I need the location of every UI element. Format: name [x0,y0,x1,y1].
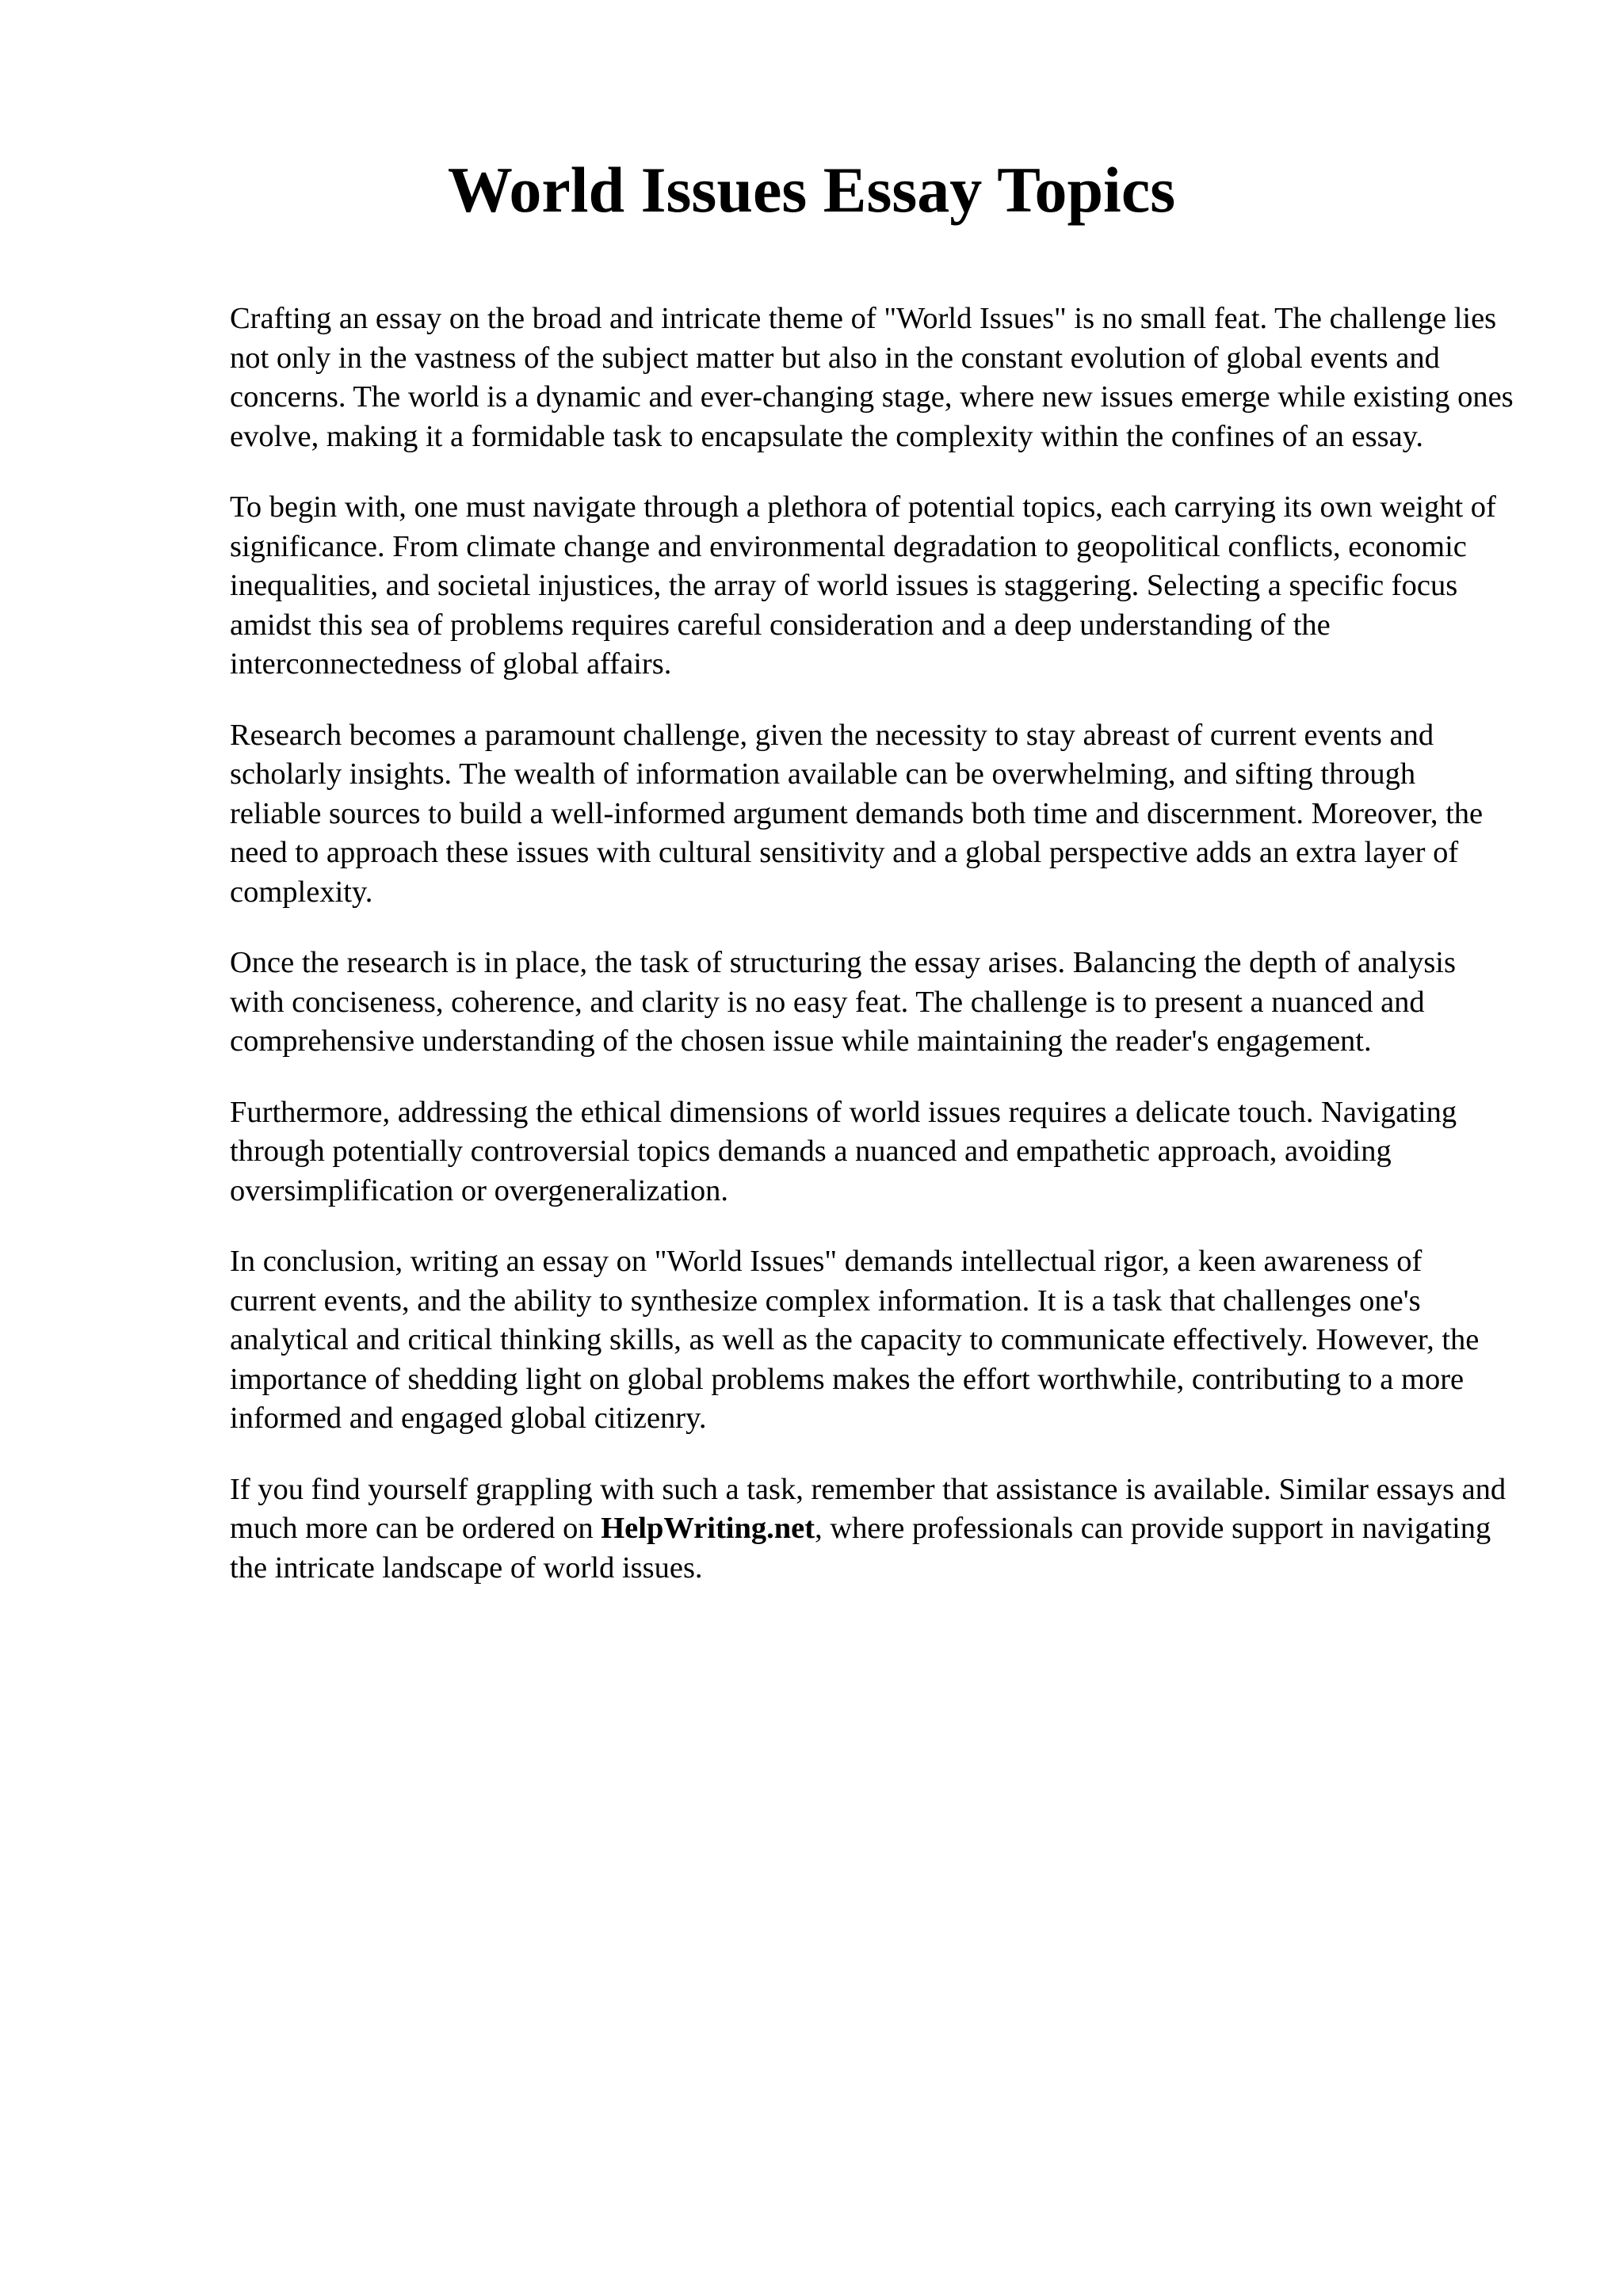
closing-text-after: , where professionals can provide support in navigating the intricate landscape of world issues. [230,1512,1491,1585]
paragraph-ethics: Furthermore, addressing the ethical dimensions of world issues requires a delicate touch. Navigating through potentially controversial topics demands a nuanced and empathetic approach, avoiding oversimplification or overgeneralization. [230,1095,1457,1207]
brand-link[interactable]: HelpWriting.net [601,1512,815,1545]
paragraph-topics: To begin with, one must navigate through a plethora of potential topics, each carrying its own weight of significance. From climate change and environmental degradation to geopolitical conflicts, economic inequalities, and societal injustices, the array of world issues is staggering. Selecting a specific focus amidst this sea of problems requires careful consideration and a deep understanding of the interconnectedness of global affairs. [230,490,1496,681]
paragraph-closing [230,1470,1514,1589]
paragraph-conclusion: In conclusion, writing an essay on "World Issues" demands intellectual rigor, a keen awareness of current events, and the ability to synthesize complex information. It is a task that challenges one's analytical and critical thinking skills, as well as the capacity to communicate effectively. However, the importance of shedding light on global problems makes the effort worthwhile, contributing to a more informed and engaged global citizenry. [230,1245,1480,1435]
paragraph-intro: Crafting an essay on the broad and intricate theme of "World Issues" is no small feat. The challenge lies not only in the vastness of the subject matter but also in the constant evolution of global events and concerns. The world is a dynamic and ever-changing stage, where new issues emerge while existing ones evolve, making it a formidable task to encapsulate the complexity within the confines of an essay. [230,302,1514,453]
page-title: World Issues Essay Topics [447,154,1176,226]
closing-text-before: If you find yourself grappling with such a task, remember that assistance is available. Similar essays and much more can be ordered on [230,1472,1507,1545]
paragraph-research: Research becomes a paramount challenge, given the necessity to stay abreast of current events and scholarly insights. The wealth of information available can be overwhelming, and sifting through reliable sources to build a well-informed argument demands both time and discernment. Moreover, the need to approach these issues with cultural sensitivity and a global perspective adds an extra layer of complexity. [230,718,1484,909]
essay-body [230,299,1514,1619]
paragraph-structure: Once the research is in place, the task of structuring the essay arises. Balancing the depth of analysis with conciseness, coherence, and clarity is no easy feat. The challenge is to present a nuanced and comprehensive understanding of the chosen issue while maintaining the reader's engagement. [230,946,1456,1058]
